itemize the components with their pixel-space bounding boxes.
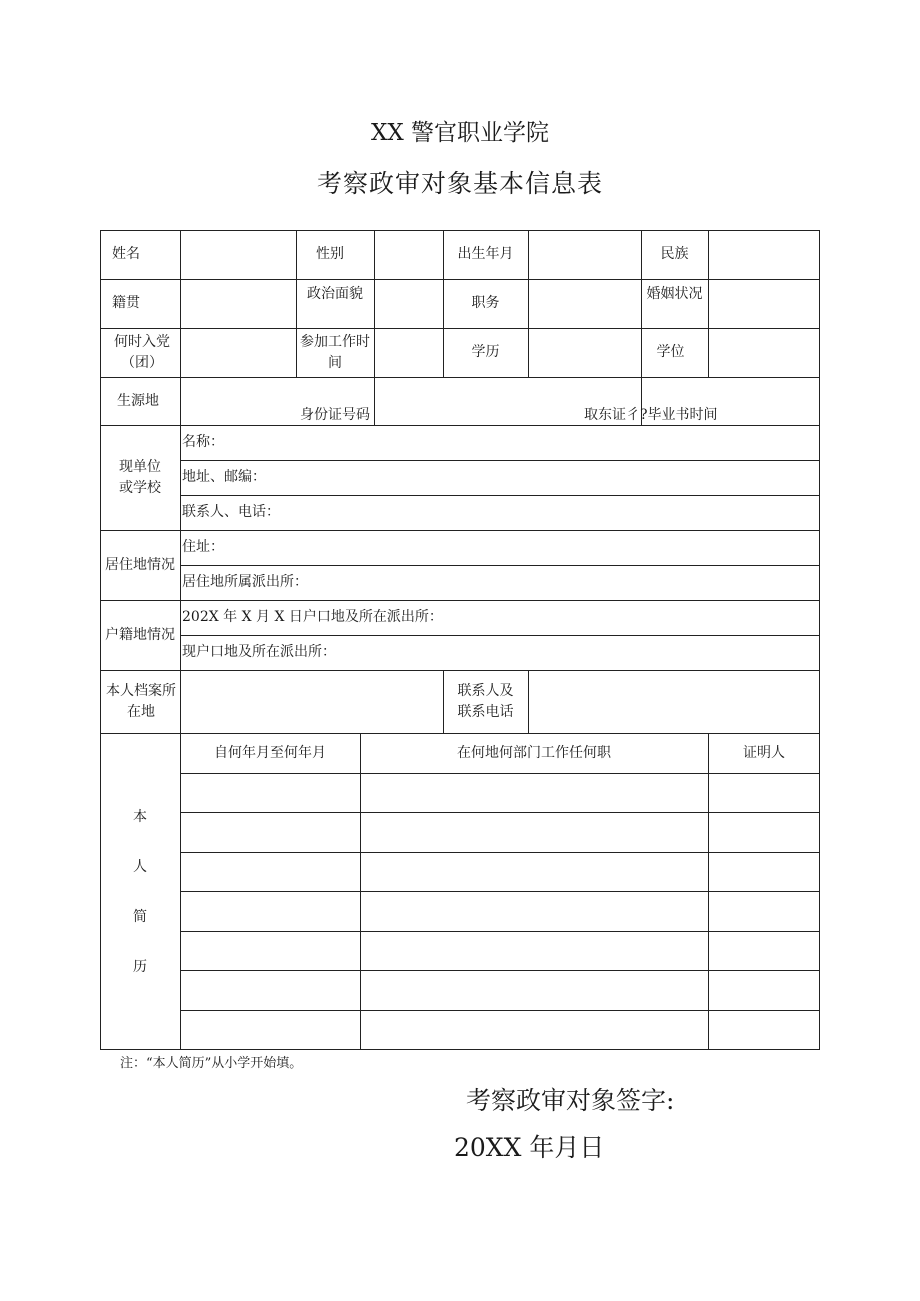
unit-name-field[interactable]: 名称： — [182, 434, 224, 450]
resume-row[interactable] — [181, 853, 820, 891]
resume-row[interactable] — [181, 892, 820, 931]
resume-char: 本 — [133, 808, 147, 825]
input-degree[interactable] — [709, 329, 820, 377]
input-ethnicity[interactable] — [709, 231, 820, 279]
label-gender: 性别 — [316, 246, 344, 262]
resume-row[interactable] — [181, 1011, 820, 1049]
household-past-field[interactable]: 202X 年 X 月 X 日户口地及所在派出所： — [182, 609, 443, 625]
label-resume — [100, 733, 180, 1050]
footnote: 注：“本人简历”从小学开始填。 — [120, 1056, 303, 1071]
label-native-place: 籍贯 — [112, 295, 140, 311]
residence-police-station-field[interactable]: 居住地所属派出所： — [182, 574, 308, 590]
input-position[interactable] — [529, 280, 641, 328]
label-political-status: 政治面貌 — [307, 285, 363, 302]
label-household: 户籍地情况 — [105, 626, 175, 643]
input-archive-contact[interactable] — [529, 671, 820, 733]
input-education[interactable] — [529, 329, 641, 377]
resume-row[interactable] — [181, 971, 820, 1010]
col-header-position: 在何地何部门工作任何职 — [457, 744, 611, 761]
input-marital-status[interactable] — [709, 280, 820, 328]
input-native-place[interactable] — [181, 280, 296, 328]
input-archive-location[interactable] — [181, 671, 443, 733]
date-line[interactable]: 20XX 年月日 — [454, 1133, 605, 1162]
institution-title: XX 警官职业学院 — [370, 120, 550, 146]
input-work-start-date[interactable] — [375, 329, 443, 377]
col-header-witness: 证明人 — [743, 744, 785, 761]
input-political-status[interactable] — [375, 280, 443, 328]
resume-char: 历 — [133, 958, 147, 975]
label-party-join-date: 何时入党（团） — [114, 333, 170, 371]
resume-char: 人 — [133, 858, 147, 875]
residence-address-field[interactable]: 住址： — [182, 539, 224, 555]
resume-row[interactable] — [181, 813, 820, 852]
label-birth-date: 出生年月 — [457, 246, 514, 262]
label-graduation-date: 取东证彳?毕业书时间 — [584, 406, 718, 423]
label-name: 姓名 — [112, 246, 140, 262]
label-education: 学历 — [471, 344, 500, 360]
unit-contact-field[interactable]: 联系人、电话： — [182, 504, 280, 520]
input-name[interactable] — [181, 231, 296, 279]
label-ethnicity: 民族 — [660, 246, 689, 262]
input-id-number[interactable] — [375, 378, 641, 406]
resume-row[interactable] — [181, 932, 820, 970]
household-current-field[interactable]: 现户口地及所在派出所： — [182, 644, 336, 660]
signature-line[interactable]: 考察政审对象签字: — [466, 1086, 675, 1115]
col-header-period: 自何年月至何年月 — [214, 744, 326, 761]
input-birth-date[interactable] — [529, 231, 641, 279]
label-id-number: 身份证号码 — [300, 406, 370, 423]
input-gender[interactable] — [375, 231, 443, 279]
resume-char: 简 — [133, 908, 147, 925]
label-marital-status: 婚姻状况 — [646, 285, 703, 302]
input-party-join-date[interactable] — [181, 329, 296, 377]
unit-address-field[interactable]: 地址、邮编： — [182, 469, 266, 485]
input-origin[interactable] — [181, 378, 374, 406]
label-archive-contact: 联系人及联系电话 — [457, 682, 514, 720]
label-current-unit: 现单位或学校 — [119, 458, 161, 496]
form-title: 考察政审对象基本信息表 — [316, 169, 603, 198]
resume-row[interactable] — [181, 774, 820, 812]
label-residence: 居住地情况 — [105, 556, 175, 573]
label-work-start-date: 参加工作时间 — [300, 333, 370, 371]
label-origin: 生源地 — [117, 392, 159, 409]
label-position: 职务 — [471, 295, 500, 311]
label-archive-location: 本人档案所在地 — [106, 682, 176, 720]
label-degree: 学位 — [656, 344, 685, 360]
